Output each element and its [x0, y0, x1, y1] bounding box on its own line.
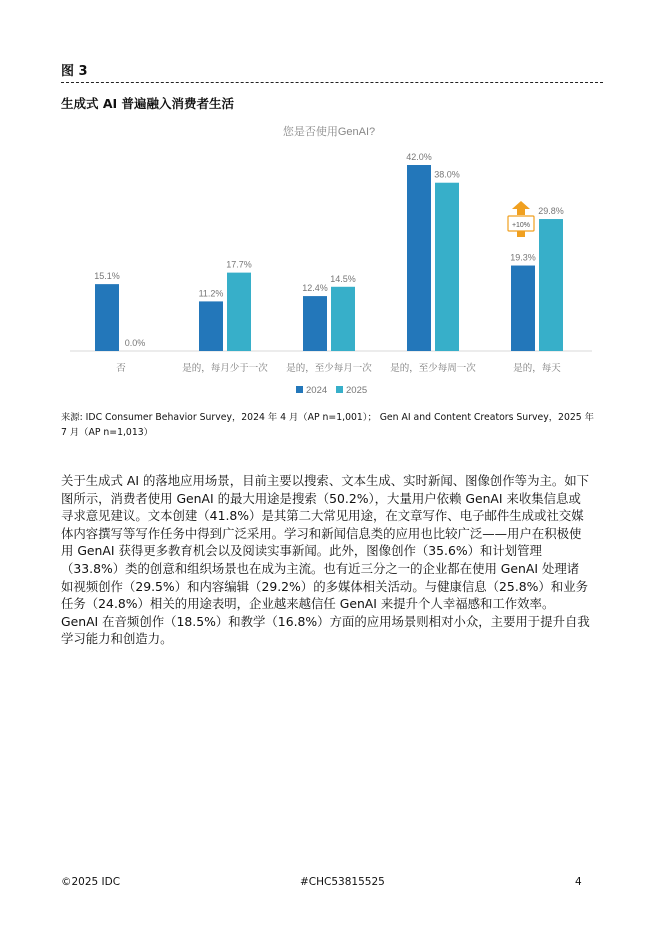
bar-2025-3	[435, 183, 459, 351]
chart-title: 您是否使用GenAI?	[282, 126, 376, 138]
legend-swatch-2025	[336, 386, 343, 393]
figure-rule	[61, 82, 603, 83]
bar-2025-2	[331, 287, 355, 351]
category-label-4: 是的，每天	[513, 363, 561, 374]
data-label-2024-3: 42.0%	[406, 152, 432, 162]
body-paragraph: 关于生成式 AI 的落地应用场景，目前主要以搜索、文本生成、实时新闻、图像创作等为主。如下图所示，消费者使用 GenAI 的最大用途是搜索（50.2%），大量用户依赖 GenAI 来收集信息或寻求意见建议。文本创建（41.8%）是其第二大常见用途，在文章写作、电子邮件生成或社交媒体内容撰写等写作任务中得到广泛采用。学习和新闻信息类的应用也比较广泛——用户在积极使用 GenAI 获得更多教育机会以及阅读实事新闻。此外，图像创作（35.6%）和计划管理（33.8%）类的创意和组织场景也在成为主流。也有近三分之一的企业都在使用 GenAI 处理诸如视频创作（29.5%）和内容编辑（29.2%）的多媒体相关活动。与健康信息（25.8%）和业务任务（24.8%）相关的用途表明，企业越来越信任 GenAI 来提升个人幸福感和工作效率。GenAI 在音频创作（18.5%）和教学（16.8%）方面的应用场景则相对小众，主要用于提升自我学习能力和创造力。	[61, 473, 590, 647]
data-label-2024-0: 15.1%	[94, 271, 120, 282]
data-label-2024-2: 12.4%	[302, 283, 328, 294]
data-label-2024-1: 11.2%	[198, 288, 224, 299]
increase-arrow-icon	[512, 201, 530, 215]
bar-2024-2	[303, 296, 327, 351]
data-label-2024-4: 19.3%	[510, 252, 536, 263]
bar-2024-0	[95, 284, 119, 351]
legend-swatch-2024	[296, 386, 303, 393]
bar-2025-1	[227, 273, 251, 351]
footer-copyright: ©2025 IDC	[61, 876, 121, 888]
figure-title: 生成式 AI 普遍融入消费者生活	[61, 96, 235, 111]
category-label-2: 是的，至少每月一次	[286, 363, 372, 374]
source-note: 来源: IDC Consumer Behavior Survey，2024 年 4 月（AP n=1,001）； Gen AI and Content Creators Survey，2025 年 7 月（AP n=1,013）	[61, 412, 594, 438]
annotation-stem	[517, 231, 525, 237]
data-label-2025-1: 17.7%	[226, 259, 252, 270]
category-label-0: 否	[116, 363, 126, 374]
bar-chart	[0, 115, 662, 405]
bar-2025-4	[539, 219, 563, 351]
bar-2024-1	[199, 301, 223, 351]
legend-label-2024: 2024	[306, 385, 328, 396]
legend-label-2025: 2025	[346, 385, 368, 396]
bar-2024-4	[511, 266, 535, 351]
data-label-2025-4: 29.8%	[538, 206, 564, 217]
bar-2024-3	[407, 165, 431, 351]
data-label-2025-2: 14.5%	[330, 273, 356, 284]
category-label-1: 是的，每月少于一次	[182, 363, 268, 374]
annotation-text: +10%	[511, 222, 531, 229]
footer-doc-id: #CHC53815525	[300, 876, 385, 888]
category-label-3: 是的，至少每周一次	[390, 363, 476, 374]
figure-label: 图 3	[61, 64, 88, 79]
data-label-2025-3: 38.0%	[434, 169, 460, 180]
footer-page-number: 4	[575, 876, 582, 888]
data-label-2025-0: 0.0%	[124, 338, 146, 348]
